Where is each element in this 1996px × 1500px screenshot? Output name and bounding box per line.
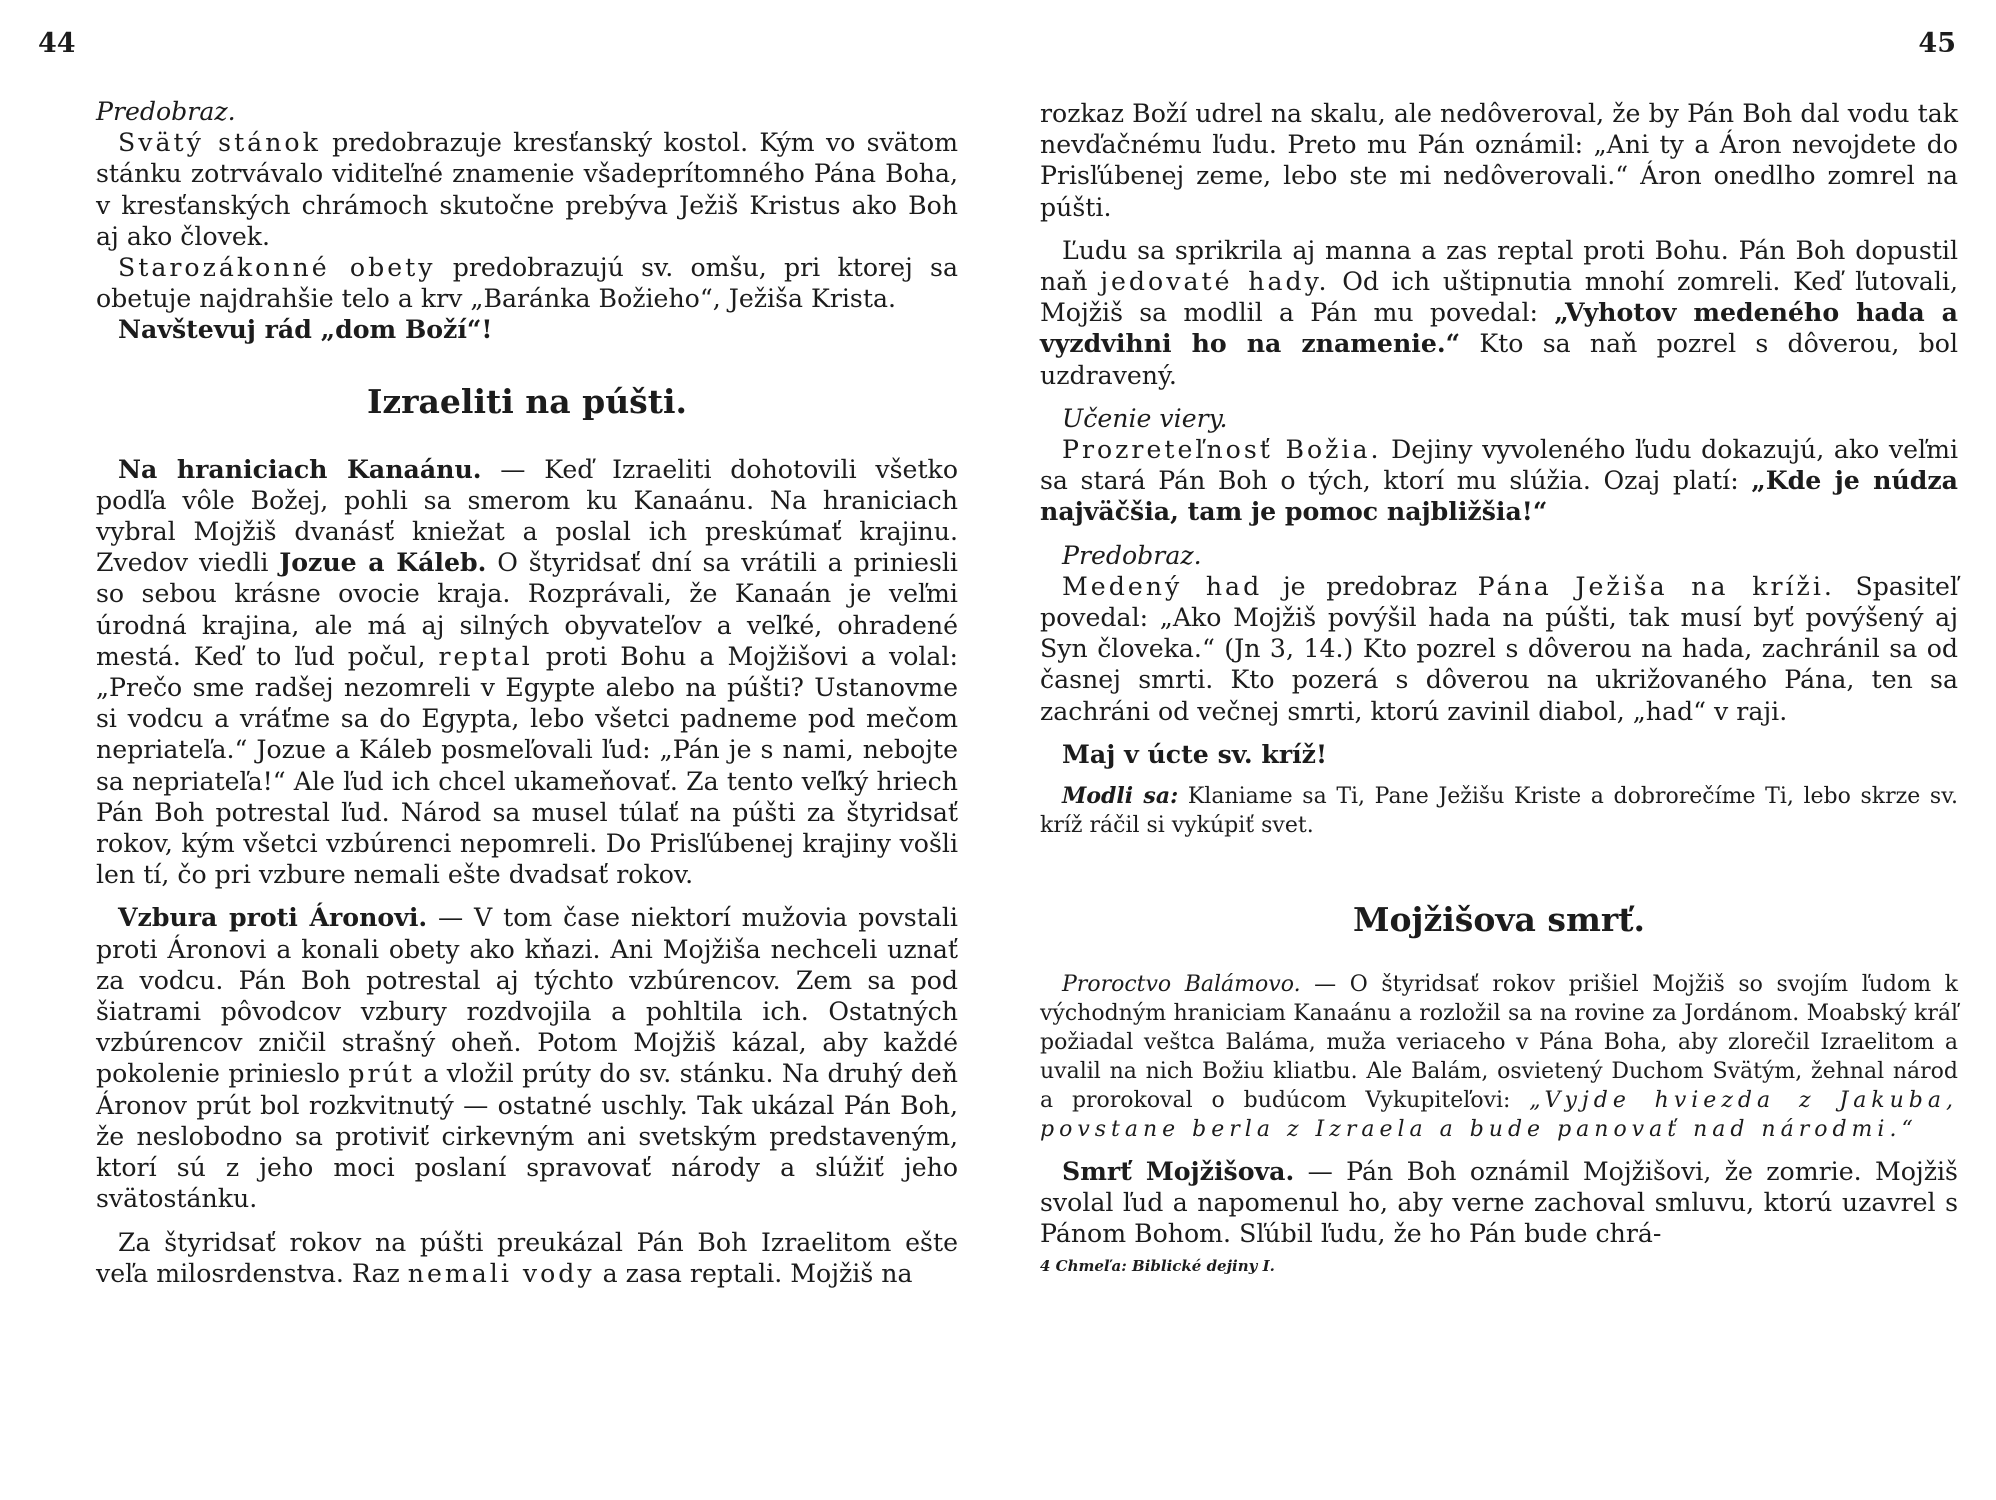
paragraph xyxy=(1040,571,1958,727)
spaced-term: Medený had xyxy=(1062,571,1263,601)
paragraph-title: Proroctvo Balámovo. xyxy=(1062,972,1301,998)
paragraph-text: Za štyridsať rokov na púšti preukázal Pán Boh Izraelitom ešte veľa milosrdenstva. Raz xyxy=(96,1227,958,1288)
paragraph xyxy=(96,252,958,314)
paragraph-title: Vzbura proti Áronovi. xyxy=(118,902,428,933)
spaced-term: jedovaté hady. xyxy=(1100,267,1330,297)
bold-quote: „Kde je núdza najväčšia, tam je pomoc najbližšia!“ xyxy=(1040,465,1958,527)
paragraph xyxy=(1040,235,1958,391)
paragraph-title: Smrť Mojžišova. xyxy=(1062,1156,1295,1187)
page-number: 45 xyxy=(1918,28,1956,59)
spaced-term: Pána Ježiša na kríži. xyxy=(1477,571,1835,601)
spaced-term: Starozákonné obety xyxy=(118,253,436,283)
paragraph-text: predobrazuje kresťanský kostol. Kým vo svätom stánku zotrvávalo viditeľné znamenie všadeprítomného Pána Boha, v kresťanských chrámoch skutočne prebýva Ježiš Kristus ako Boh aj ako človek. xyxy=(96,128,958,251)
paragraph xyxy=(96,127,958,252)
right-page xyxy=(998,0,1996,1500)
predobraz-label: Predobraz. xyxy=(1062,540,1202,570)
paragraph-text: a vložil prúty do sv. stánku. Na druhý deň Áronov prút bol rozkvitnutý — ostatné uschly. Tak ukázal Pán Boh, že neslobodno sa protiviť cirkevným ani svetským predstaveným, ktorí sú z jeho moci poslaní spravovať národy a slúžiť jeho svätostánku. xyxy=(96,1059,958,1214)
prayer-text: Klaniame sa Ti, Pane Ježišu Kriste a dobrorečíme Ti, lebo skrze sv. kríž ráčil si vykúpiť svet. xyxy=(1040,784,1959,839)
paragraph-text: Spasiteľ povedal: „Ako Mojžiš povýšil hada na púšti, tak musí byť povýšený aj Syn človeka.“ (Jn 3, 14.) Kto pozrel s dôverou na hada, zachránil sa od časnej smrti. Kto pozerá s dôverou na ukrižovaného Pána, ten sa zachráni od večnej smrti, ktorú zavinil diabol, „had“ v raji. xyxy=(1040,571,1958,726)
paragraph xyxy=(96,902,958,1214)
ucenie-label: Učenie viery. xyxy=(1062,403,1228,433)
names: Jozue a Káleb. xyxy=(279,547,487,578)
prayer xyxy=(1040,782,1958,840)
spaced-term: Prozreteľnosť Božia. xyxy=(1062,435,1382,465)
paragraph-text: Od ich uštipnutia mnohí zomreli. Keď ľutovali, Mojžiš sa modlil a Pán mu povedal: xyxy=(1040,267,1958,328)
exhortation: Maj v úcte sv. kríž! xyxy=(1062,738,1328,769)
paragraph-text: a zasa reptali. Mojžiš na xyxy=(594,1258,913,1288)
spaced-term: Svätý stánok xyxy=(118,128,321,158)
section-heading: Izraeliti na púšti. xyxy=(366,381,688,421)
right-column xyxy=(1040,98,1958,1276)
paragraph-text: Dejiny vyvoleného ľudu dokazujú, ako veľmi sa stará Pán Boh o tých, ktorí mu slúžia. Ozaj platí: xyxy=(1040,435,1959,496)
paragraph-text: — Keď Izraeliti dohotovili všetko podľa vôle Božej, pohli sa smerom ku Kanaánu. Na hraniciach vybral Mojžiš dvanásť kniežat a poslal ich preskúmať krajinu. Zvedov viedli xyxy=(96,454,958,578)
spaced-quote: „Vyjde hviezda z Jakuba, povstane berla z Izraela a bude panovať nad národmi.“ xyxy=(1040,1088,1959,1143)
spaced-term: nemali vody xyxy=(407,1258,595,1288)
signature-footer: 4 Chmeľa: Biblické dejiny I. xyxy=(1040,1256,1275,1275)
predobraz-label: Predobraz. xyxy=(96,97,236,126)
paragraph-text: proti Bohu a Mojžišovi a volal: „Prečo sme radšej nezomreli v Egypte alebo na púšti? Ustanovme si vodcu a vráťme sa do Egypta, lebo všetci padneme pod mečom nepriateľa.“ Jozue a Káleb posmeľovali ľud: „Pán je s nami, nebojte sa nepriateľa!“ Ale ľud ich chcel ukameňovať. Za tento veľký hriech Pán Boh potrestal ľud. Národ sa musel túlať na púšti za štyridsať rokov, kým všetci vzbúrenci nepomreli. Do Prisľúbenej krajiny vošli len tí, čo pri vzbure nemali ešte dvadsať rokov. xyxy=(96,641,958,890)
paragraph xyxy=(96,454,958,891)
exhortation: Navštevuj rád „dom Boží“! xyxy=(118,314,493,345)
paragraph-text: — V tom čase niektorí mužovia povstali proti Áronovi a konali obety ako kňazi. Ani Mojžiša nechceli uznať za vodcu. Pán Boh potrestal aj týchto vzbúrencov. Zem sa pod šiatrami pôvodcov vzbury rozdvojila a pohltila ich. Ostatných vzbúrencov zničil strašný oheň. Potom Mojžiš kázal, aby každé pokolenie prinieslo xyxy=(96,903,958,1089)
paragraph-text: predobrazujú sv. omšu, pri ktorej sa obetuje najdrahšie telo a krv „Baránka Božieho“, Ježiša Krista. xyxy=(96,253,958,314)
paragraph-text: — O štyridsať rokov prišiel Mojžiš so svojím ľudom k východným hraniciam Kanaánu a rozložil sa na rovine za Jordánom. Moabský kráľ požiadal veštca Baláma, muža veriaceho v Pána Boha, aby zlorečil Izraelitom a uvalil na nich Božiu kliatbu. Ale Balám, osvietený Duchom Svätým, žehnal národ a prorokoval o budúcom Vykupiteľovi: xyxy=(1040,972,1958,1114)
paragraph-text: je predobraz xyxy=(1262,571,1478,601)
prayer-label: Modli sa: xyxy=(1062,783,1179,810)
paragraph xyxy=(1040,1156,1958,1250)
paragraph xyxy=(96,1227,958,1289)
paragraph-text: Ľudu sa sprikrila aj manna a zas reptal proti Bohu. Pán Boh dopustil naň xyxy=(1040,235,1958,297)
bold-quote: „Vyhotov medeného hada a vyzdvihni ho na znamenie.“ xyxy=(1040,297,1959,359)
paragraph xyxy=(1040,434,1958,528)
paragraph-title: Na hraniciach Kanaánu. xyxy=(118,453,482,484)
left-column xyxy=(96,96,958,1289)
section-heading: Mojžišova smrť. xyxy=(1352,900,1645,940)
spaced-term: reptal xyxy=(438,641,533,671)
paragraph: rozkaz Boží udrel na skalu, ale nedôveroval, že by Pán Boh dal vodu tak nevďačnému ľudu. Preto mu Pán oznámil: „Ani ty a Áron nevojdete do Prisľúbenej zeme, lebo ste mi nedôverovali.“ Áron onedlho zomrel na púšti. xyxy=(1040,99,1958,222)
paragraph-text: Kto sa naň pozrel s dôverou, bol uzdravený. xyxy=(1040,329,1958,390)
paragraph-text: — Pán Boh oznámil Mojžišovi, že zomrie. Mojžiš svolal ľud a napomenul ho, aby verne zachoval smluvu, ktorú uzavrel s Pánom Bohom. Sľúbil ľudu, že ho Pán bude chrá- xyxy=(1040,1157,1958,1249)
paragraph-text: O štyridsať dní sa vrátili a priniesli so sebou krásne ovocie kraja. Rozprávali, že Kanaán je veľmi úrodná krajina, ale má aj silných obyvateľov a veľké, ohradené mestá. Keď to ľud počul, xyxy=(96,548,958,671)
paragraph xyxy=(1040,970,1958,1144)
spaced-term: prút xyxy=(348,1059,415,1089)
page-number: 44 xyxy=(38,28,76,59)
